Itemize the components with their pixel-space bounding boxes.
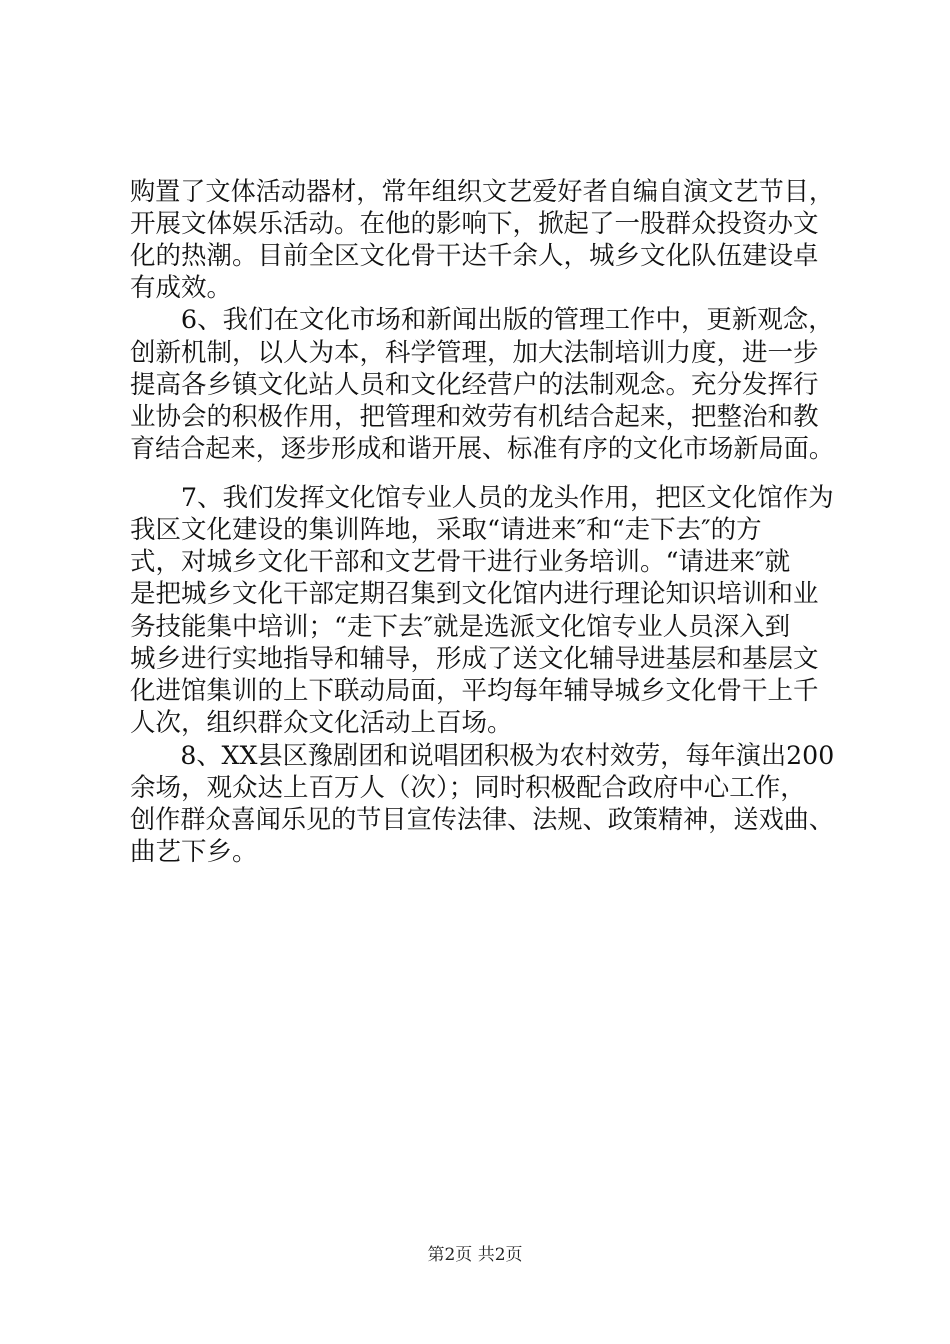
paragraph-line: 创新机制，以人为本，科学管理，加大法制培训力度，进一步 bbox=[130, 338, 819, 368]
paragraph-line: 式，对城乡文化干部和文艺骨干进行业务培训。“请进来″就 bbox=[130, 547, 791, 577]
paragraph-line: 购置了文体活动器材，常年组织文艺爱好者自编自演文艺节目， bbox=[130, 177, 835, 207]
paragraph-line: 提高各乡镇文化站人员和文化经营户的法制观念。充分发挥行 bbox=[130, 370, 819, 400]
paragraph-line: 曲艺下乡。 bbox=[130, 837, 258, 867]
paragraph-line: 化的热潮。目前全区文化骨干达千余人，城乡文化队伍建设卓 bbox=[130, 241, 819, 271]
paragraph-line: 业协会的积极作用，把管理和效劳有机结合起来，把整治和教 bbox=[130, 402, 819, 432]
paragraph-line: 6、我们在文化市场和新闻出版的管理工作中，更新观念， bbox=[130, 305, 834, 335]
paragraph-line: 城乡进行实地指导和辅导，形成了送文化辅导进基层和基层文 bbox=[130, 644, 819, 674]
paragraph-line: 我区文化建设的集训阵地，采取“请进来″和“走下去″的方 bbox=[130, 515, 762, 545]
page-number-footer: 第2页 共2页 bbox=[427, 1245, 523, 1265]
paragraph-line: 创作群众喜闻乐见的节目宣传法律、法规、政策精神，送戏曲、 bbox=[130, 805, 835, 835]
paragraph-line: 余场，观众达上百万人（次）；同时积极配合政府中心工作， bbox=[130, 773, 806, 803]
paragraph-line: 化进馆集训的上下联动局面，平均每年辅导城乡文化骨干上千 bbox=[130, 676, 819, 706]
paragraph-line: 8、XX县区豫剧团和说唱团积极为农村效劳，每年演出200 bbox=[130, 741, 835, 771]
paragraph-line: 人次，组织群众文化活动上百场。 bbox=[130, 708, 513, 738]
paragraph-line: 是把城乡文化干部定期召集到文化馆内进行理论知识培训和业 bbox=[130, 579, 819, 609]
paragraph-line: 7、我们发挥文化馆专业人员的龙头作用，把区文化馆作为 bbox=[130, 483, 834, 513]
paragraph-line: 有成效。 bbox=[130, 273, 233, 303]
paragraph-line: 务技能集中培训；“走下去″就是选派文化馆专业人员深入到 bbox=[130, 612, 791, 642]
paragraph-line: 育结合起来，逐步形成和谐开展、标准有序的文化市场新局面。 bbox=[130, 434, 835, 464]
paragraph-line: 开展文体娱乐活动。在他的影响下，掀起了一股群众投资办文 bbox=[130, 209, 819, 239]
